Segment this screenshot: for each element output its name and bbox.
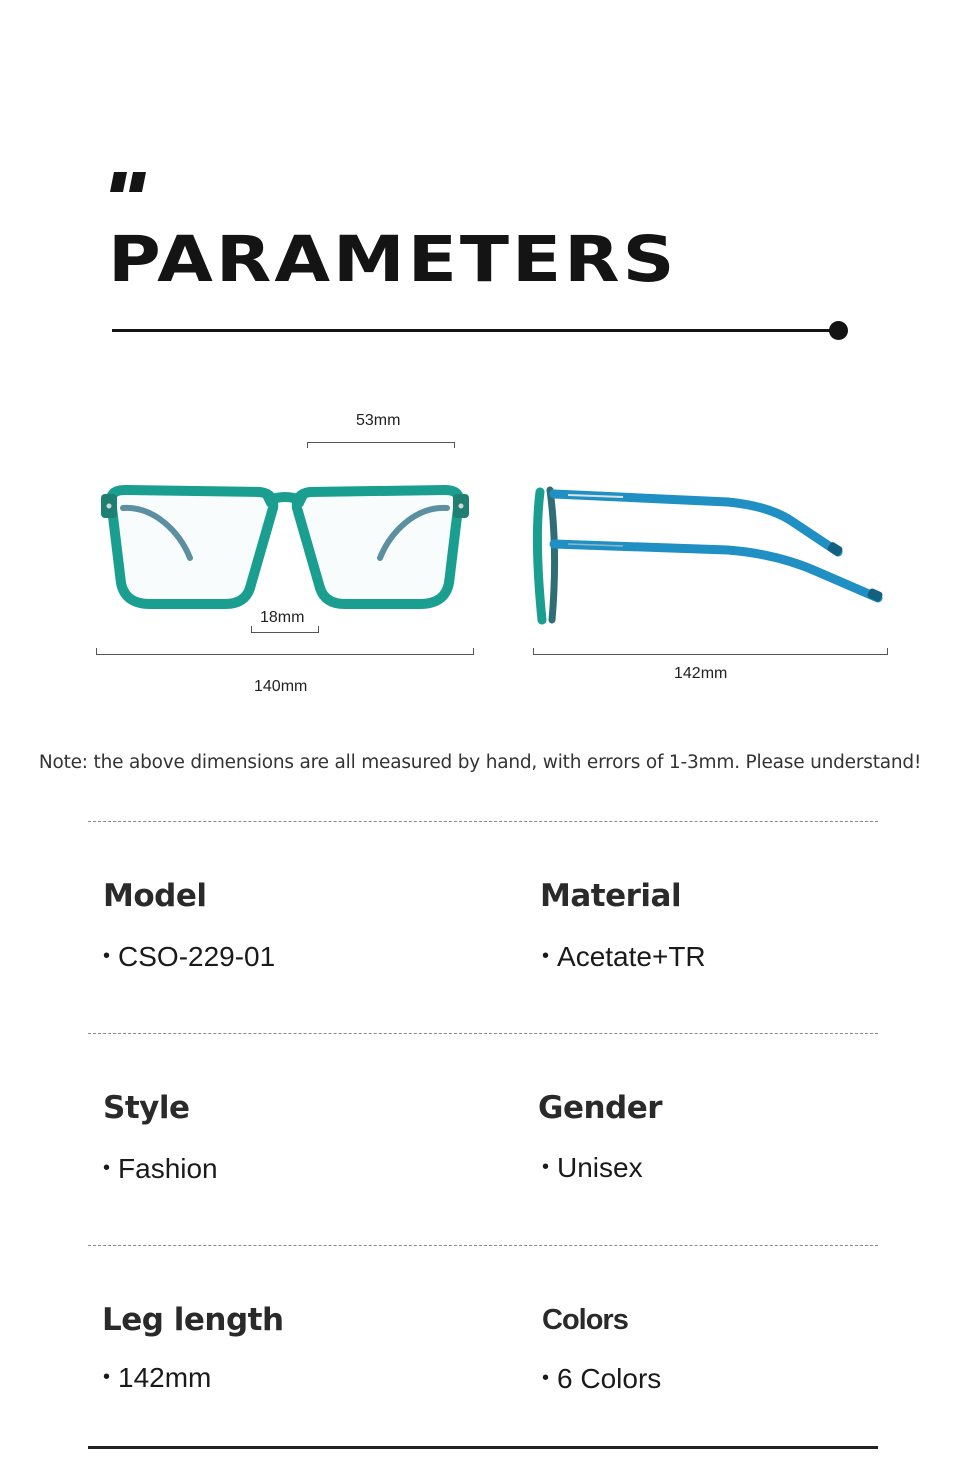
bullet: • [542, 945, 550, 967]
leg-length-value: 142mm [118, 1362, 212, 1393]
glasses-side-image [528, 480, 888, 630]
gender-label: Gender [538, 1090, 663, 1126]
temple-length-tick-right [887, 648, 888, 654]
gender-value-row [542, 1152, 643, 1184]
material-value-row [542, 941, 706, 973]
style-label: Style [103, 1090, 190, 1126]
bullet: • [542, 1156, 550, 1178]
page-title: PARAMETERS [108, 222, 678, 296]
bottom-rule [88, 1446, 878, 1449]
lens-width-label: 53mm [356, 412, 401, 429]
model-value: CSO-229-01 [118, 941, 276, 972]
lens-width-tick-right [454, 442, 455, 448]
temple-length-line [533, 654, 888, 655]
bullet: • [103, 945, 111, 967]
model-label: Model [103, 878, 207, 914]
glasses-front-image [95, 478, 475, 618]
model-value-row [103, 941, 275, 973]
frame-width-tick-right [473, 648, 474, 654]
title-underline [112, 329, 838, 332]
bullet: • [103, 1157, 111, 1179]
title-underline-dot [829, 321, 848, 340]
material-value: Acetate+TR [557, 941, 706, 972]
colors-label: Colors [542, 1304, 628, 1336]
leg-length-label: Leg length [102, 1302, 284, 1338]
style-value: Fashion [118, 1153, 218, 1184]
measurement-note: Note: the above dimensions are all measured by hand, with errors of 1-3mm. Please understand! [38, 752, 922, 773]
temple-length-tick-left [533, 648, 534, 654]
quote-mark-icon [110, 172, 148, 192]
bridge-width-line [251, 632, 319, 633]
lens-width-line [307, 442, 455, 443]
bullet: • [542, 1367, 550, 1389]
temple-length-label: 142mm [674, 665, 728, 682]
colors-value-row [542, 1363, 661, 1395]
gender-value: Unisex [557, 1152, 643, 1183]
separator [88, 1245, 878, 1246]
material-label: Material [540, 878, 682, 914]
leg-length-value-row [103, 1362, 211, 1394]
frame-width-line [96, 654, 474, 655]
bridge-width-tick-right [318, 626, 319, 632]
colors-value: 6 Colors [557, 1363, 662, 1394]
separator [88, 821, 878, 822]
frame-width-label: 140mm [254, 678, 308, 695]
bridge-width-tick-left [251, 626, 252, 632]
style-value-row [103, 1153, 218, 1185]
frame-width-tick-left [96, 648, 97, 654]
bridge-width-label: 18mm [260, 609, 305, 626]
bullet: • [103, 1366, 111, 1388]
lens-width-tick-left [307, 442, 308, 448]
separator [88, 1033, 878, 1034]
